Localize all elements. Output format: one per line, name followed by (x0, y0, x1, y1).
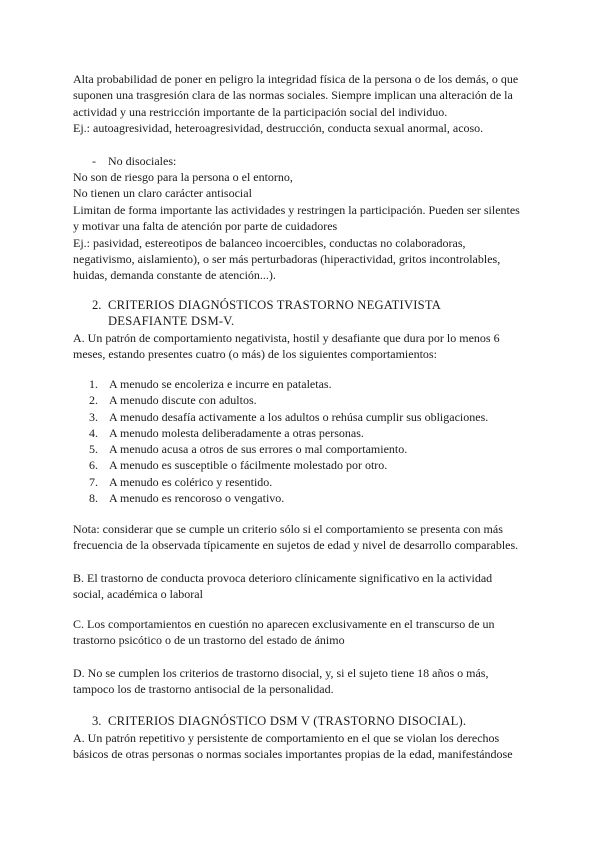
list-item (73, 392, 533, 408)
behavior-list (73, 376, 533, 506)
list-item (73, 376, 533, 392)
paragraph-disocial-description (73, 71, 533, 137)
list-text: A menudo es rencoroso o vengativo. (109, 491, 285, 506)
heading-2-number: 2. (92, 298, 102, 312)
list-text: A menudo desafía activamente a los adultos o rehúsa cumplir sus obligaciones. (109, 409, 489, 424)
list-text: A menudo es colérico y resentido. (109, 474, 273, 489)
text-line: meses, estando presentes cuatro (o más) de los siguientes comportamientos: (73, 347, 437, 362)
text-line: tampoco los de trastorno antisocial de la personalidad. (73, 682, 334, 697)
text-line: frecuencia de la observada típicamente en sujetos de edad y nivel de desarrollo comparables. (73, 538, 519, 553)
list-number: 5. (89, 442, 98, 457)
text-line: A. Un patrón de comportamiento negativista, hostil y desafiante que dura por lo menos 6 (73, 331, 500, 345)
text-line: Ej.: pasividad, estereotipos de balanceo incoercibles, conductas no colaboradoras, (73, 235, 466, 250)
list-number: 3. (89, 409, 98, 424)
list-text: A menudo es susceptible o fácilmente molestado por otro. (109, 458, 388, 473)
list-number: 8. (89, 491, 98, 506)
text-line: C. Los comportamientos en cuestión no aparecen exclusivamente en el transcurso de un (73, 617, 495, 631)
heading-3-line1: CRITERIOS DIAGNÓSTICO DSM V (TRASTORNO DISOCIAL). (108, 714, 467, 728)
paragraph-no-disociales (73, 169, 533, 284)
text-line: básicos de otras personas o normas sociales importantes propias de la edad, manifestándose (73, 747, 513, 762)
text-line: y motivar una falta de atención por parte de cuidadores (73, 219, 338, 234)
text-line: No tienen un claro carácter antisocial (73, 186, 252, 201)
paragraph-criterion-b (73, 570, 533, 603)
text-line: trastorno psicótico o de un trastorno del estado de ánimo (73, 633, 345, 648)
bullet-marker: - (92, 154, 96, 168)
list-item (73, 425, 533, 441)
list-text: A menudo acusa a otros de sus errores o mal comportamiento. (109, 442, 408, 457)
text-line: Limitan de forma importante las actividades y restringen la participación. Pueden ser silentes (73, 202, 520, 217)
paragraph-disocial-criterion-a (73, 730, 533, 763)
list-item (73, 457, 533, 473)
text-line: suponen una trasgresión clara de las normas sociales. Siempre implican una alteración de la (73, 88, 513, 103)
text-line: B. El trastorno de conducta provoca deterioro clínicamente significativo en la actividad (73, 571, 493, 585)
heading-2-line1: CRITERIOS DIAGNÓSTICOS TRASTORNO NEGATIVISTA (108, 298, 442, 312)
text-line: Ej.: autoagresividad, heteroagresividad, destrucción, conducta sexual anormal, acoso. (73, 121, 484, 136)
text-line: negativismo, aislamiento), o ser más perturbadoras (hiperactividad, gritos incontrolables, (73, 251, 501, 266)
list-number: 6. (89, 458, 98, 473)
list-number: 7. (89, 474, 98, 489)
text-line: social, académica o laboral (73, 587, 203, 602)
bullet-label: No disociales: (108, 154, 177, 168)
list-text: A menudo discute con adultos. (109, 393, 257, 408)
paragraph-criterion-a (73, 330, 533, 363)
heading-2-line2: DESAFIANTE DSM-V. (108, 314, 235, 328)
paragraph-criterion-d (73, 665, 533, 698)
list-item (73, 490, 533, 506)
paragraph-nota (73, 521, 533, 554)
text-line: Alta probabilidad de poner en peligro la integridad física de la persona o de los demás, o que (73, 72, 519, 86)
heading-3-number: 3. (92, 714, 102, 728)
list-item (73, 474, 533, 490)
text-line: huidas, demanda constante de atención...). (73, 268, 276, 283)
list-item (73, 409, 533, 425)
text-line: Nota: considerar que se cumple un criterio sólo si el comportamiento se presenta con más (73, 522, 503, 536)
text-line: actividad y una restricción importante de la participación social del individuo. (73, 104, 448, 119)
list-text: A menudo se encoleriza e incurre en pataletas. (109, 377, 332, 391)
text-line: D. No se cumplen los criterios de trastorno disocial, y, si el sujeto tiene 18 años o más, (73, 666, 489, 680)
list-number: 2. (89, 393, 98, 408)
list-number: 4. (89, 425, 98, 440)
list-text: A menudo molesta deliberadamente a otras personas. (109, 425, 364, 440)
text-line: A. Un patrón repetitivo y persistente de comportamiento en el que se violan los derechos (73, 731, 500, 745)
list-number: 1. (89, 377, 98, 391)
paragraph-criterion-c (73, 616, 533, 649)
list-item (73, 441, 533, 457)
text-line: No son de riesgo para la persona o el entorno, (73, 170, 293, 184)
